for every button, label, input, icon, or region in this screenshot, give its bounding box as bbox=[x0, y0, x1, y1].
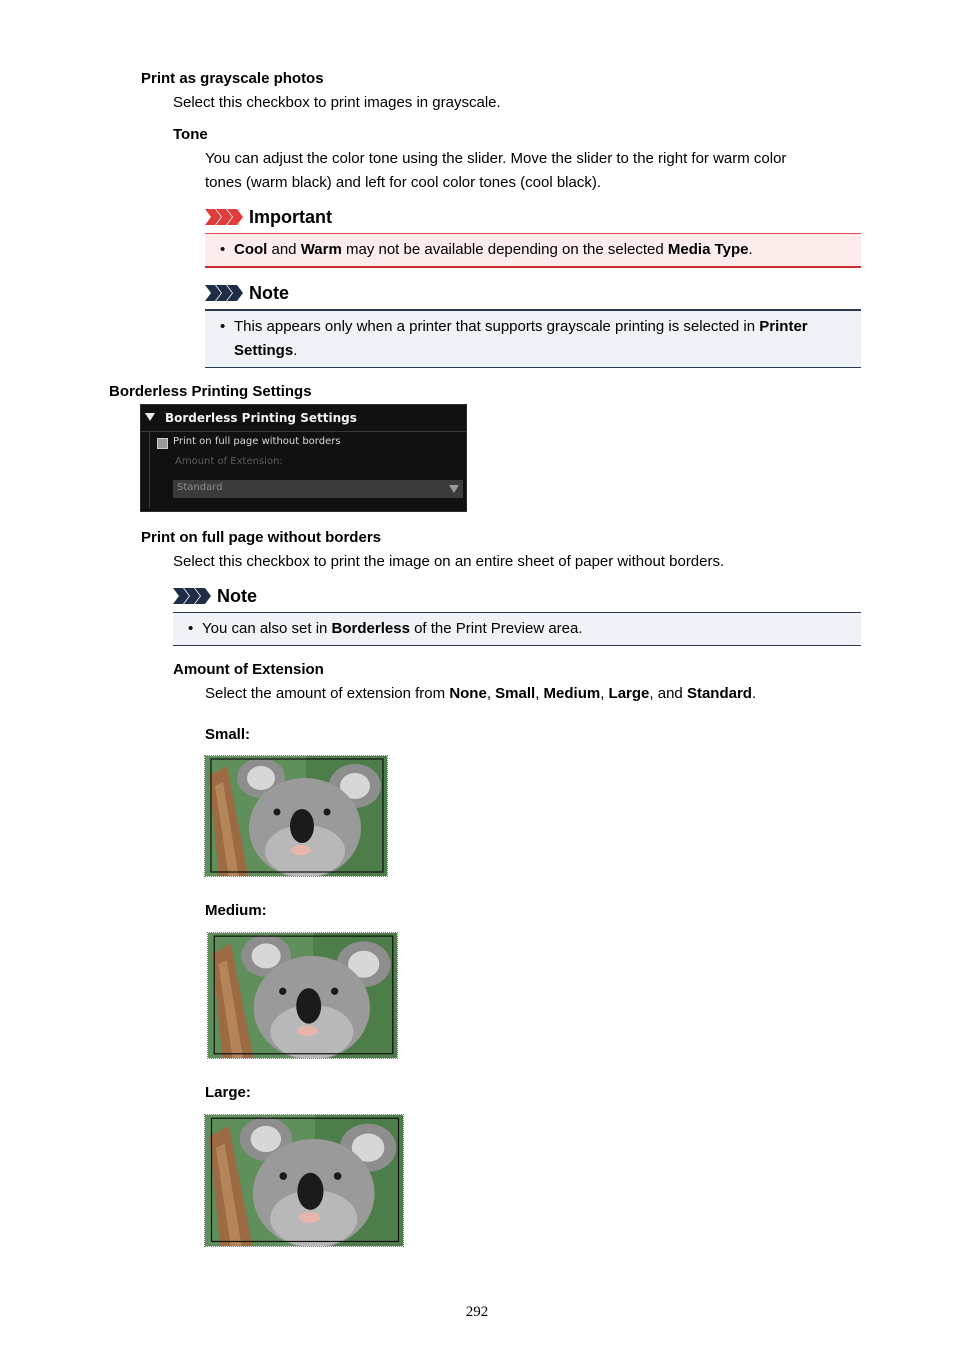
koala-large-image bbox=[204, 1114, 404, 1247]
koala-small-image bbox=[204, 755, 388, 877]
tone-text-line2: tones (warm black) and left for cool color tones (cool black). bbox=[205, 174, 601, 191]
bullet-dot: • bbox=[188, 620, 194, 637]
fullpage-text: Select this checkbox to print the image on an entire sheet of paper without borders. bbox=[173, 553, 725, 570]
full-page-checkbox-label[interactable]: Print on full page without borders bbox=[173, 436, 341, 447]
dropdown-arrow-icon bbox=[449, 485, 459, 493]
borderless-heading: Borderless Printing Settings bbox=[109, 383, 312, 400]
important-title bbox=[205, 206, 332, 228]
note-box: • You can also set in Borderless of the Print Preview area. bbox=[173, 612, 861, 646]
note-box: • This appears only when a printer that supports grayscale printing is selected in Printer Settings. bbox=[205, 309, 861, 368]
grayscale-text: Select this checkbox to print images in grayscale. bbox=[173, 94, 501, 111]
extension-select-value: Standard bbox=[177, 482, 223, 493]
medium-label: Medium: bbox=[205, 902, 267, 919]
panel-header-text: Borderless Printing Settings bbox=[165, 411, 357, 425]
extension-text: Select the amount of extension from None, Small, Medium, Large, and Standard. bbox=[205, 685, 757, 702]
small-label: Small: bbox=[205, 726, 251, 743]
note-title bbox=[173, 585, 257, 607]
extension-select[interactable] bbox=[173, 480, 463, 498]
extension-heading: Amount of Extension bbox=[173, 661, 324, 678]
note-title-text: Note bbox=[249, 283, 289, 303]
grayscale-heading: Print as grayscale photos bbox=[141, 70, 324, 87]
important-box: • Cool and Warm may not be available depending on the selected Media Type. bbox=[205, 233, 861, 268]
large-label: Large: bbox=[205, 1084, 251, 1101]
note-title-text: Note bbox=[217, 586, 257, 606]
important-chevron-icon bbox=[205, 209, 243, 225]
tone-text-line1: You can adjust the color tone using the slider. Move the slider to the right for warm color bbox=[205, 150, 787, 167]
borderless-settings-panel bbox=[140, 404, 467, 512]
note-chevron-icon bbox=[205, 285, 243, 301]
fullpage-heading: Print on full page without borders bbox=[141, 529, 381, 546]
amount-of-extension-label: Amount of Extension: bbox=[175, 456, 283, 467]
full-page-checkbox[interactable] bbox=[157, 438, 168, 449]
collapse-triangle-icon[interactable] bbox=[145, 413, 155, 421]
important-title-text: Important bbox=[249, 207, 332, 227]
note-title bbox=[205, 282, 289, 304]
bullet-dot: • bbox=[220, 241, 226, 258]
panel-header[interactable] bbox=[141, 405, 466, 432]
note-chevron-icon bbox=[173, 588, 211, 604]
page-number: 292 bbox=[465, 1304, 489, 1320]
tone-heading: Tone bbox=[173, 126, 208, 143]
bullet-dot: • bbox=[220, 318, 226, 335]
panel-body bbox=[149, 432, 465, 508]
koala-medium-image bbox=[207, 932, 398, 1059]
